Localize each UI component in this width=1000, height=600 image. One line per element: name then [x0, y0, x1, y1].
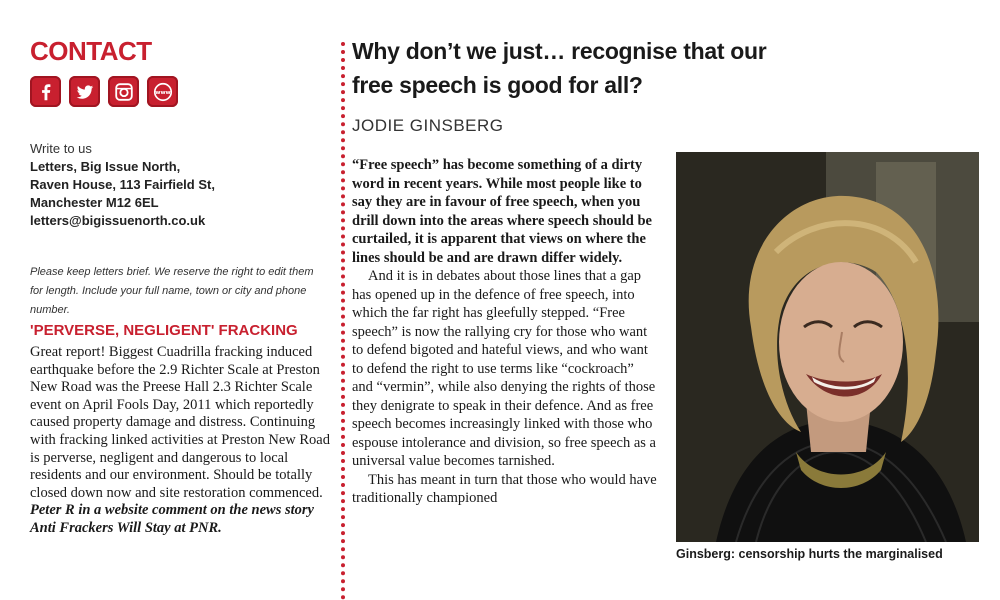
- svg-text:www: www: [154, 89, 171, 96]
- letter-text: Great report! Biggest Cuadrilla fracking induced earthquake before the 2.9 Richter Scale at Preston New Road was the Preese Hall 2.3 Richter Scale event on April Fools Day, 2011 which reportedly caused property damage and distress. Continuing with fracking linked activities at Preston New Road is perverse, negligent and dangerous to local residents and our environment. Should be totally closed down now and site restoration commenced.: [30, 344, 330, 501]
- letters-note: Please keep letters brief. We reserve the right to edit them for length. Include your full name, town or city and phone number.: [30, 266, 314, 316]
- website-icon[interactable]: [147, 76, 178, 107]
- article-paragraph: This has meant in turn that those who would have traditionally championed: [352, 471, 657, 506]
- social-icons: [30, 76, 178, 107]
- article-byline: JODIE GINSBERG: [352, 116, 504, 135]
- address-line: Manchester M12 6EL: [30, 195, 159, 210]
- facebook-icon[interactable]: [30, 76, 61, 107]
- write-to-us-label: Write to us: [30, 141, 92, 156]
- address-line: Raven House, 113 Fairfield St,: [30, 177, 215, 192]
- letter-signature: Peter R in a website comment on the news story Anti Frackers Will Stay at PNR.: [30, 502, 314, 536]
- instagram-icon[interactable]: [108, 76, 139, 107]
- article-headline: Why don’t we just… recognise that our free speech is good for all?: [352, 38, 767, 98]
- address-line: Letters, Big Issue North,: [30, 159, 181, 174]
- write-to-us-block: [30, 140, 215, 230]
- dotted-divider: [341, 42, 345, 600]
- article-paragraph: “Free speech” has become something of a dirty word in recent years. While most people like to say they are in favour of free speech, when you drill down into the areas where speech should be curtailed, it is apparent that views on where the lines should be and are drawn differ widely.: [352, 157, 652, 266]
- article-body: [352, 156, 657, 508]
- twitter-icon[interactable]: [69, 76, 100, 107]
- letter-title: 'PERVERSE, NEGLIGENT' FRACKING: [30, 322, 298, 339]
- email-address[interactable]: letters@bigissuenorth.co.uk: [30, 213, 206, 228]
- photo-caption: Ginsberg: censorship hurts the marginalised: [676, 547, 943, 561]
- letter-body: [30, 344, 335, 538]
- contact-heading: CONTACT: [30, 36, 152, 66]
- article-paragraph: And it is in debates about those lines that a gap has opened up in the defence of free speech, into which the far right has gleefully stepped. “Free speech” is now the rallying cry for those who want to defend bigoted and hateful views, and who want to defend the right to use terms like “cockroach” and “vermin”, while also denying the rights of those they denigrate to speak in their defence. And as free speech becomes increasingly linked with those who espouse intolerance and division, so free speech as a universal value becomes tarnished.: [352, 268, 656, 469]
- left-column: [30, 0, 340, 600]
- author-photo: [676, 152, 979, 542]
